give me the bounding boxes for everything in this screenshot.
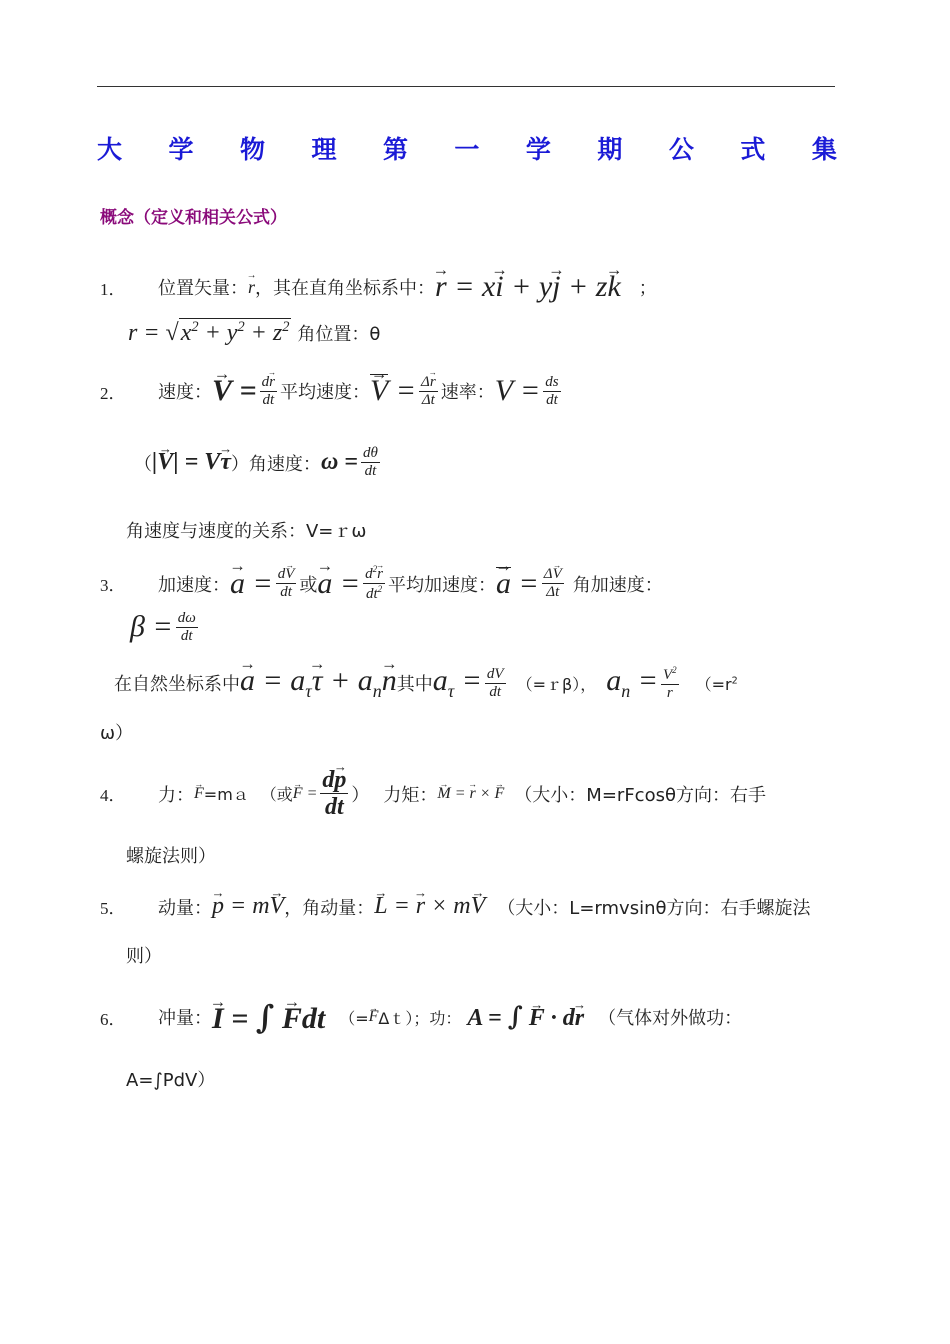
paren: （ bbox=[134, 453, 152, 475]
item-text: ； bbox=[638, 278, 657, 299]
item-label: 加速度： bbox=[158, 574, 230, 596]
item-text: 角位置：θ bbox=[297, 323, 381, 345]
item-label: ）角速度： bbox=[230, 453, 321, 475]
title-char: 期 bbox=[597, 135, 623, 164]
fraction: $\frac{V^2}{r}$ bbox=[662, 664, 677, 701]
fraction: $\frac{d\to r}{dt}$ bbox=[260, 375, 277, 408]
item-3-line-4: ω） bbox=[100, 723, 134, 744]
formula-momentum: → p = m→ V bbox=[212, 893, 284, 920]
item-label: 力矩： bbox=[383, 784, 438, 806]
formula-speed-magnitude: |→ V| = V→ τ bbox=[152, 449, 231, 476]
item-text: 或 bbox=[299, 574, 318, 596]
item-3-line-1 bbox=[100, 565, 663, 602]
item-text: （大小：L=rmvsinθ方向：右手螺旋法 bbox=[497, 897, 811, 919]
formula-force-2: → F = bbox=[293, 785, 318, 803]
item-label: 角加速度： bbox=[572, 574, 663, 596]
title-char: 式 bbox=[740, 135, 766, 164]
item-label: 平均加速度： bbox=[388, 574, 497, 596]
formula-normal: $a_n$ = bbox=[606, 664, 658, 701]
item-number: 4． bbox=[100, 786, 126, 805]
title-char: 理 bbox=[311, 135, 337, 164]
title-char: 集 bbox=[811, 135, 837, 164]
item-number: 3． bbox=[100, 576, 126, 595]
page-title bbox=[97, 130, 837, 166]
formula-tangential: $a_\tau$ = bbox=[432, 664, 482, 701]
formula-force: → F bbox=[194, 785, 204, 803]
item-1-line-2 bbox=[128, 318, 380, 347]
formula-magnitude: $r = √x^2 + y^2 + z^2$ bbox=[128, 319, 290, 346]
item-label: 冲量： bbox=[158, 1008, 212, 1029]
formula-avg-acceleration: → a = bbox=[496, 567, 539, 601]
formula-rate: V = bbox=[494, 374, 541, 407]
formula-force-ref: → F bbox=[369, 1008, 379, 1026]
formula-angular-momentum: → L = → r × m→ V bbox=[374, 893, 485, 920]
formula-angular-acceleration: β = bbox=[130, 610, 173, 643]
fraction: $\frac{\Delta\to r}{\Delta t}$ bbox=[419, 375, 438, 408]
item-5-line-2: 则） bbox=[126, 946, 162, 967]
item-label: 在自然坐标系中 bbox=[114, 674, 240, 695]
item-text: （大小：M=rFcosθ方向：右手 bbox=[514, 784, 766, 806]
item-text: （或 bbox=[260, 785, 293, 804]
item-label: 力： bbox=[158, 784, 194, 806]
item-label: 平均速度： bbox=[279, 382, 370, 403]
title-char: 一 bbox=[454, 135, 480, 164]
title-char: 学 bbox=[168, 135, 194, 164]
formula-angular-velocity: ω = bbox=[320, 449, 358, 475]
formula-torque: → M = → r × → F bbox=[437, 785, 504, 803]
item-3-line-2 bbox=[130, 610, 201, 644]
item-number: 5． bbox=[100, 899, 126, 918]
title-char: 公 bbox=[668, 135, 694, 164]
item-text: ，其在直角坐标系中： bbox=[255, 278, 436, 299]
fraction: $\frac{d^2\to r}{dt^2}$ bbox=[363, 565, 385, 602]
item-label: 速率： bbox=[440, 382, 495, 403]
item-4-line-1 bbox=[100, 768, 766, 819]
item-text: （$=r^2$ bbox=[695, 674, 738, 694]
fraction: $\frac{d\to V}{dt}$ bbox=[276, 567, 297, 600]
item-text: （=ｒβ）， bbox=[516, 674, 597, 694]
header-rule bbox=[97, 86, 835, 87]
title-char: 学 bbox=[525, 135, 551, 164]
fraction: $\frac{d\omega}{dt}$ bbox=[177, 609, 196, 644]
title-char: 物 bbox=[239, 135, 265, 164]
item-6-line-2: A=∫PdV） bbox=[126, 1070, 216, 1091]
item-text: Δｔ）；功： bbox=[378, 1008, 462, 1028]
formula: → r bbox=[248, 277, 255, 298]
item-5-line-1 bbox=[100, 893, 811, 920]
title-char: 大 bbox=[97, 135, 123, 164]
item-6-line-1 bbox=[100, 998, 742, 1036]
item-number: 6． bbox=[100, 1009, 126, 1029]
formula-acceleration-2: → a = bbox=[317, 567, 360, 601]
formula-position-vector: → r = x→ i + y→ j + z→ k bbox=[435, 270, 621, 304]
item-text: =mａ bbox=[203, 785, 249, 804]
fraction: $\frac{d\to p}{dt}$ bbox=[320, 768, 348, 819]
item-text: ） bbox=[351, 784, 370, 806]
item-3-line-3 bbox=[114, 664, 738, 702]
item-label: 速度： bbox=[158, 382, 212, 403]
formula-impulse: → I = ∫ → Fdt bbox=[212, 998, 325, 1036]
fraction: $\frac{d\theta}{dt}$ bbox=[362, 445, 378, 479]
formula-work: A = ∫ → F · d→ r bbox=[467, 1002, 584, 1032]
formula-velocity: → V = bbox=[212, 374, 257, 408]
item-1-line-1 bbox=[100, 270, 657, 304]
formula-avg-velocity: → V = bbox=[370, 374, 416, 408]
item-4-line-2: 螺旋法则） bbox=[126, 846, 216, 867]
item-text: 其中 bbox=[396, 674, 433, 695]
title-char: 第 bbox=[382, 135, 408, 164]
fraction: $\frac{dV}{dt}$ bbox=[486, 665, 504, 700]
item-label: 动量： bbox=[158, 897, 212, 919]
item-2-line-2 bbox=[134, 446, 383, 479]
fraction: $\frac{ds}{dt}$ bbox=[545, 373, 559, 408]
item-2-line-1 bbox=[100, 374, 564, 408]
item-text: （= bbox=[339, 1008, 369, 1028]
fraction: $\frac{\Delta\to V}{\Delta t}$ bbox=[542, 567, 564, 600]
formula-acceleration: → a = bbox=[230, 567, 273, 601]
item-label: ，角动量： bbox=[284, 897, 375, 919]
item-number: 1． bbox=[100, 279, 126, 299]
item-number: 2． bbox=[100, 383, 126, 403]
section-heading: 概念（定义和相关公式） bbox=[100, 208, 287, 228]
formula-natural-coords: → $a = a_\tau\to \tau + a_n\to n$ bbox=[240, 664, 397, 702]
item-2-relation: 角速度与速度的关系：V=ｒω bbox=[126, 521, 367, 542]
item-text: （气体对外做功： bbox=[598, 1008, 743, 1029]
item-label: 位置矢量： bbox=[158, 278, 248, 299]
